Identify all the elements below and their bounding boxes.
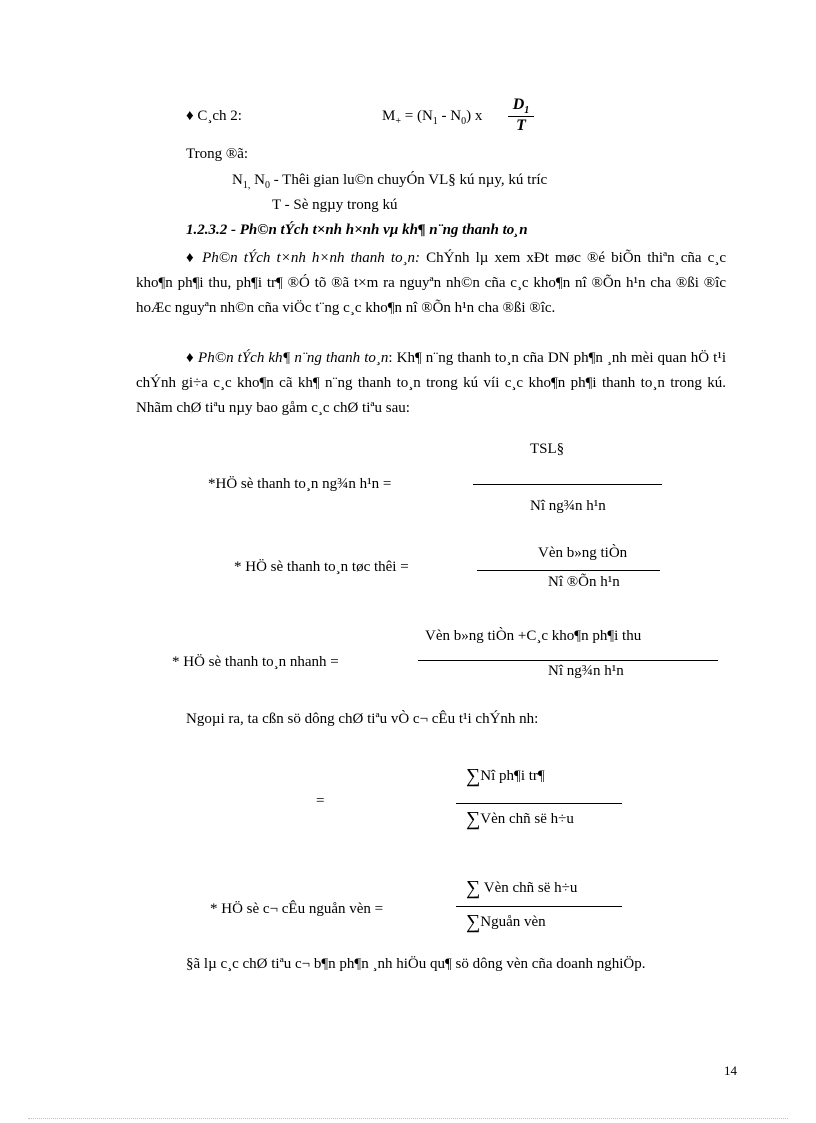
paragraph-solvency-analysis: ♦ Ph©n tÝch kh¶ n¨ng thanh to¸n: Kh¶ n¨ng thanh to¸n cña DN ph¶n ¸nh mèi quan hÖ t¹i chÝnh gi÷a c¸c kho¶n cã kh¶ n¨ng thanh to¸n trong kú víi c¸c kho¶n ph¶i thanh to¸n trong kú. Nhãm chØ tiªu nµy bao gåm c¸c chØ tiªu sau:	[136, 350, 726, 416]
method2-formula: $M_+ = (N_1 - N_0)$ x	[382, 108, 483, 127]
ratio-instant-denominator: Nî ®Õn h¹n	[548, 574, 620, 590]
ratio-capital-structure-denominator: ∑Nguån vèn	[466, 911, 546, 933]
ratio-short-term-denominator: Nî ng¾n h¹n	[530, 498, 606, 514]
section-heading: 1.2.3.2 - Ph©n tÝch t×nh h×nh vµ kh¶ n¨ng thanh to¸n	[186, 222, 528, 238]
sum-icon: ∑	[466, 765, 481, 787]
ratio-debt-equity-denominator: ∑Vèn chñ së h÷u	[466, 808, 574, 830]
paragraph-conclusion: §ã lµ c¸c chØ tiªu c¬ b¶n ph¶n ¸nh hiÖu qu¶ sö dông vèn cña doanh nghiÖp.	[186, 956, 646, 972]
sum-icon: ∑	[466, 911, 481, 933]
ratio-quick-fraction-line	[418, 660, 718, 661]
ratio-short-term-fraction-line	[473, 484, 662, 485]
ratio-debt-equity-label: =	[316, 793, 325, 809]
page-number: 14	[724, 1063, 737, 1078]
trong-do-label: Trong ®ã:	[186, 146, 249, 162]
ratio-capital-structure-fraction-line	[456, 906, 622, 907]
definition-t: T - Sè ngµy trong kú	[272, 197, 398, 213]
ratio-capital-structure-label: * HÖ sè c¬ cÊu nguån vèn =	[210, 901, 384, 917]
page-bottom-divider	[28, 1118, 788, 1119]
paragraph-payment-analysis: ♦ Ph©n tÝch t×nh h×nh thanh to¸n: ChÝnh lµ xem xÐt møc ®é biÕn thiªn cña c¸c kho¶n ph¶i thu, ph¶i tr¶ ®Ó tõ ®ã t×m ra nguyªn nh©n cña c¸c kho¶n nî ®Õn h¹n cha ®ßi ®îc hoÆc nguyªn nh©n cña viÖc t¨ng c¸c kho¶n nî ®Õn h¹n cha ®ßi ®îc.	[136, 250, 726, 316]
definition-n1-n0: $N_{1,}$ $N_0$ - Thêi gian lu©n chuyÓn VL§ kú nµy, kú tríc	[232, 172, 548, 191]
ratio-quick-denominator: Nî ng¾n h¹n	[548, 663, 624, 679]
ratio-debt-equity-numerator: ∑Nî ph¶i tr¶	[466, 765, 545, 787]
method2-label: ♦ C¸ch 2:	[186, 108, 242, 124]
ratio-instant-fraction-line	[477, 570, 660, 571]
ratio-quick-numerator: Vèn b»ng tiÒn +C¸c kho¶n ph¶i thu	[425, 628, 642, 644]
sum-icon: ∑	[466, 808, 481, 830]
ratio-capital-structure-numerator: ∑ Vèn chñ së h÷u	[466, 877, 578, 899]
ratio-short-term-numerator: TSL§	[530, 441, 565, 457]
ratio-debt-equity-fraction-line	[456, 803, 622, 804]
method2-fraction: $D_1$ T	[508, 96, 534, 135]
sum-icon: ∑	[466, 877, 481, 899]
ratio-quick-label: * HÖ sè thanh to¸n nhanh =	[172, 654, 339, 670]
ratio-short-term-label: *HÖ sè thanh to¸n ng¾n h¹n =	[208, 476, 392, 492]
ratio-instant-numerator: Vèn b»ng tiÒn	[538, 545, 628, 561]
paragraph-capital-structure-intro: Ngoµi ra, ta cßn sö dông chØ tiªu vÒ c¬ cÊu t¹i chÝnh nh:	[186, 711, 539, 727]
ratio-instant-label: * HÖ sè thanh to¸n tøc thêi =	[234, 559, 409, 575]
